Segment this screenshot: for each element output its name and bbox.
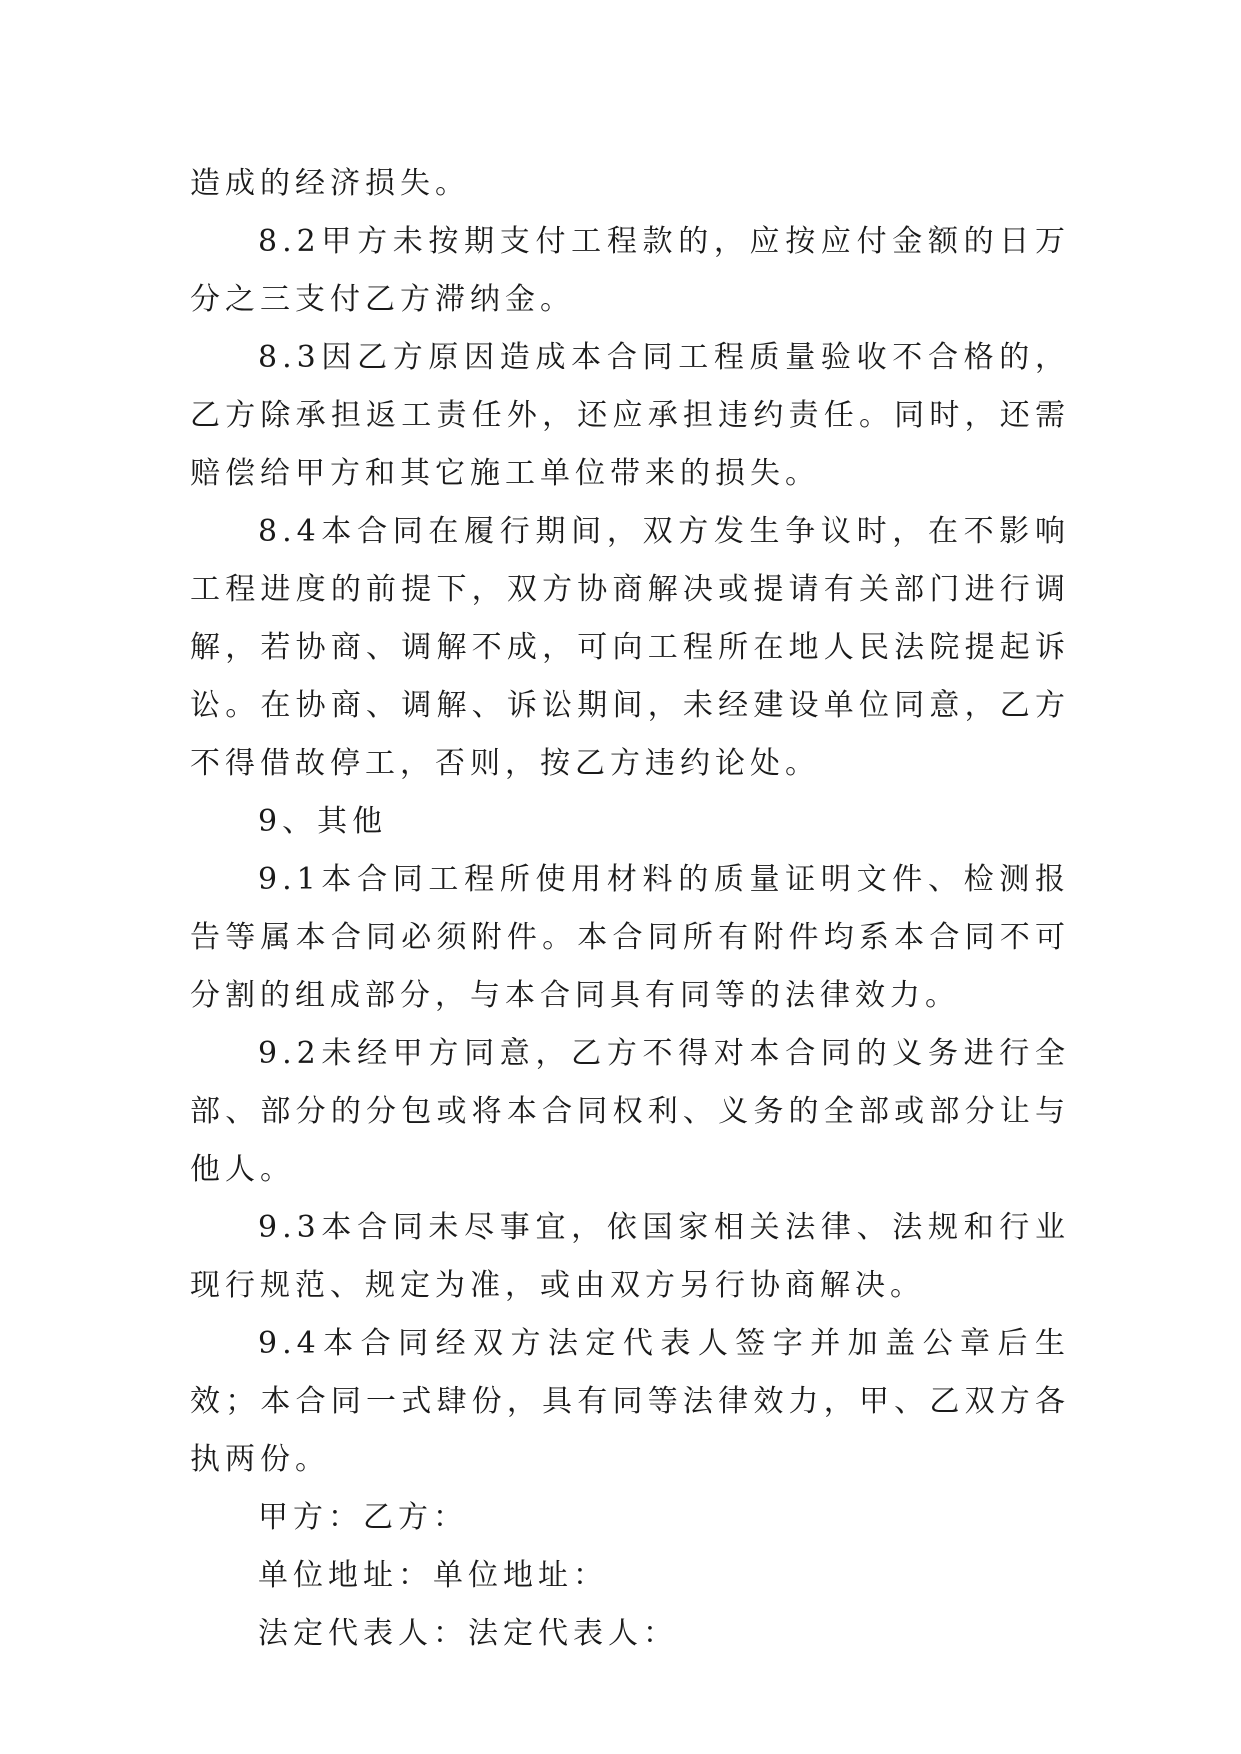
signature-parties-line: 甲方：乙方： <box>258 1500 468 1535</box>
clause-9-2: 9.2未经甲方同意，乙方不得对本合同的义务进行全部、部分的分包或将本合同权利、义务的全部或部分让与他人。 <box>190 1036 1070 1187</box>
section-9-heading: 9、其他 <box>258 804 388 839</box>
contract-body <box>190 155 1070 1663</box>
clause-9-4: 9.4本合同经双方法定代表人签字并加盖公章后生效；本合同一式肆份，具有同等法律效力，甲、乙双方各执两份。 <box>190 1326 1070 1477</box>
signature-address-line: 单位地址：单位地址： <box>258 1558 608 1593</box>
clause-9-3: 9.3本合同未尽事宜，依国家相关法律、法规和行业现行规范、规定为准，或由双方另行协商解决。 <box>190 1210 1070 1303</box>
clause-8-2: 8.2甲方未按期支付工程款的，应按应付金额的日万分之三支付乙方滞纳金。 <box>190 224 1070 317</box>
signature-representative-line: 法定代表人：法定代表人： <box>258 1616 678 1651</box>
clause-8-3: 8.3因乙方原因造成本合同工程质量验收不合格的，乙方除承担返工责任外，还应承担违约责任。同时，还需赔偿给甲方和其它施工单位带来的损失。 <box>190 340 1070 491</box>
clause-8-4: 8.4本合同在履行期间，双方发生争议时，在不影响工程进度的前提下，双方协商解决或提请有关部门进行调解，若协商、调解不成，可向工程所在地人民法院提起诉讼。在协商、调解、诉讼期间，未经建设单位同意，乙方不得借故停工，否则，按乙方违约论处。 <box>190 514 1070 781</box>
clause-9-1: 9.1本合同工程所使用材料的质量证明文件、检测报告等属本合同必须附件。本合同所有附件均系本合同不可分割的组成部分，与本合同具有同等的法律效力。 <box>190 862 1070 1013</box>
paragraph-loss-continuation: 造成的经济损失。 <box>190 166 470 201</box>
